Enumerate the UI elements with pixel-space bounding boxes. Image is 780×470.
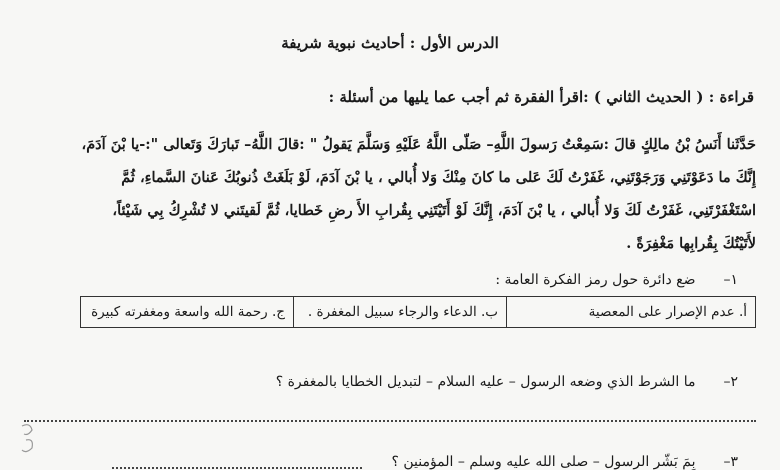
question-text: ضع دائرة حول رمز الفكرة العامة : (495, 272, 696, 288)
question-number: ١– (723, 272, 738, 288)
question-text: بِمَ بَشّر الرسول – صلى الله عليه وسلم – المؤمنين ؟ (391, 454, 696, 470)
passage-line: حَدَّثَنا أَنَسُ بْنُ مالِكٍ قالَ :سَمِعْتُ رَسولَ اللَّهِ– صَلّى اللَّهُ عَلَيْهِ وَسَلَّمَ يَقولُ " :قالَ اللَّهُ– تَبارَكَ وَتَعالى ":-يا بْنَ آدَمَ، (81, 136, 756, 153)
question-number: ٢– (723, 374, 738, 390)
options-table (80, 296, 756, 328)
reading-instruction: قراءة : ( الحديث الثاني ) :اقرأ الفقرة ثم أجب عما يليها من أسئلة : (328, 88, 754, 106)
question-2 (276, 374, 738, 390)
answer-line-3[interactable] (112, 467, 362, 469)
question-3 (391, 454, 738, 470)
option-b[interactable]: ب. الدعاء والرجاء سبيل المغفرة . (294, 297, 507, 328)
answer-line-2[interactable] (24, 420, 756, 422)
question-1 (495, 272, 738, 288)
lesson-title: الدرس الأول : أحاديث نبوية شريفة (281, 34, 499, 52)
passage-line: لأَتَيْتُكَ بِقُرابِها مَغْفِرَةً . (626, 235, 756, 252)
passage-line: إِنَّكَ ما دَعَوْتَنِي وَرَجَوْتَنِي، غَفَرْتُ لَكَ عَلى ما كانَ مِنْكَ وَلا أُبالي ، يا بْنَ آدَمَ، لَوْ بَلَغَتْ ذُنوبُكَ عَنانَ السَّماءِ، ثُمَّ (121, 169, 756, 186)
hadith-passage (16, 128, 756, 260)
passage-line: اسْتَغْفَرْتَنِي، غَفَرْتُ لَكَ وَلا أُبالي ، يا بْنَ آدَمَ، إِنَّكَ لَوْ أَتَيْتَنِي بِقُرابِ الأَ رضِ خَطايا، ثُمَّ لَقيتَني لا تُشْرِكُ بِي شَيْئاً، (112, 202, 756, 219)
question-number: ٣– (723, 454, 738, 470)
margin-scribble-icon (18, 420, 42, 460)
option-a[interactable]: أ. عدم الإصرار على المعصية (507, 297, 756, 328)
option-c[interactable]: ج. رحمة الله واسعة ومغفرته كبيرة (81, 297, 294, 328)
question-text: ما الشرط الذي وضعه الرسول – عليه السلام – لتبديل الخطايا بالمغفرة ؟ (275, 374, 696, 390)
